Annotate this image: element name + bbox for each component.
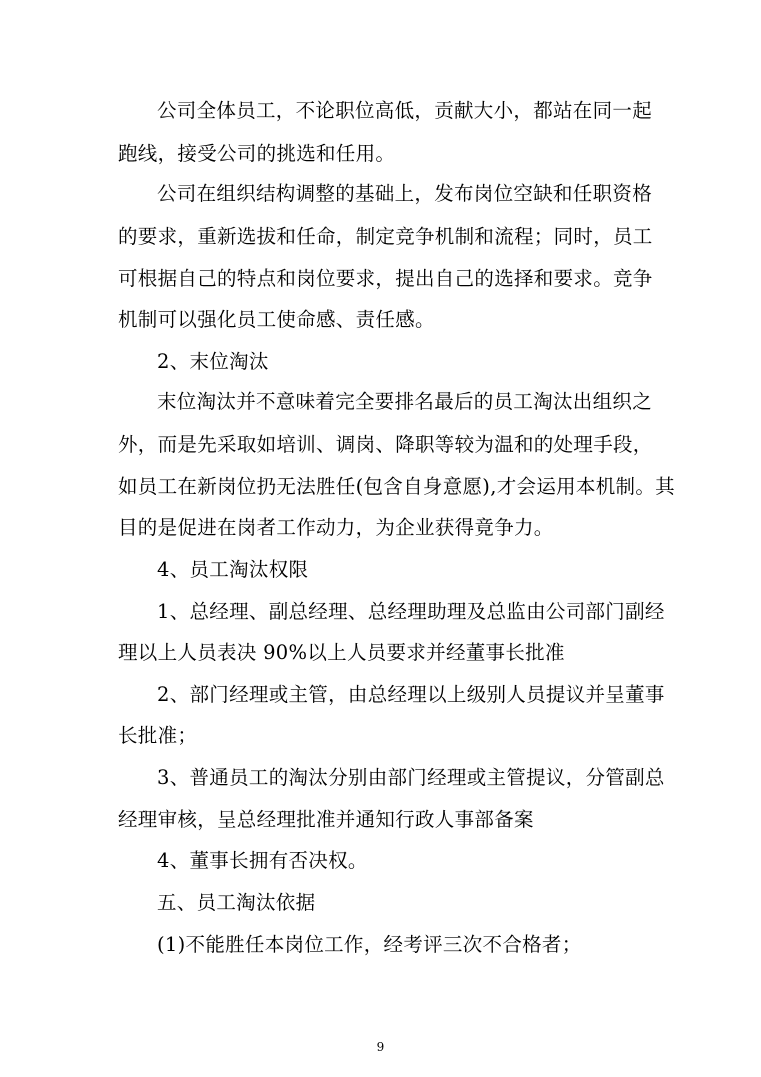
paragraph-line: 目的是促进在岗者工作动力，为企业获得竟争力。 xyxy=(118,516,554,539)
paragraph-line: 1、总经理、副总经理、总经理助理及总监由公司部门副经 xyxy=(157,600,665,623)
page-number: 9 xyxy=(376,1040,385,1054)
section-heading: 4、员工淘汰权限 xyxy=(157,558,309,581)
paragraph-line: 长批准； xyxy=(118,724,198,747)
section-heading: 五、员工淘汰依据 xyxy=(157,891,316,914)
paragraph-line: 外，而是先采取如培训、调岗、降职等较为温和的处理手段， xyxy=(118,433,653,456)
paragraph-line: 理以上人员表决 90%以上人员要求并经董事长批准 xyxy=(118,641,565,664)
paragraph-line: 经理审核，呈总经理批准并通知行政人事部备案 xyxy=(118,808,534,831)
paragraph-line: 公司全体员工，不论职位高低，贡献大小，都站在同一起 xyxy=(157,99,653,122)
paragraph-line: 4、董事长拥有否决权。 xyxy=(157,849,368,872)
paragraph-line: 公司在组织结构调整的基础上，发布岗位空缺和任职资格 xyxy=(157,182,653,205)
paragraph-line: 机制可以强化员工使命感、责任感。 xyxy=(118,308,435,331)
paragraph-line: 2、部门经理或主管，由总经理以上级别人员提议并呈董事 xyxy=(157,683,665,706)
section-heading: 2、末位淘汰 xyxy=(157,350,269,373)
paragraph-line: 的要求，重新选拔和任命，制定竞争机制和流程；同时，员工 xyxy=(118,225,653,248)
paragraph-line: 3、普通员工的淘汰分别由部门经理或主管提议，分管副总 xyxy=(157,766,665,789)
paragraph-line: 跑线，接受公司的挑选和任用。 xyxy=(118,142,396,165)
paragraph-line: 如员工在新岗位扔无法胜任(包含自身意愿),才会运用本机制。其 xyxy=(118,475,675,498)
paragraph-line: 末位淘汰并不意味着完全要排名最后的员工淘汰出组织之 xyxy=(157,390,653,413)
paragraph-line: 可根据自己的特点和岗位要求，提出自己的选择和要求。竞争 xyxy=(118,267,653,290)
paragraph-line: (1)不能胜任本岗位工作，经考评三次不合格者； xyxy=(157,933,582,956)
